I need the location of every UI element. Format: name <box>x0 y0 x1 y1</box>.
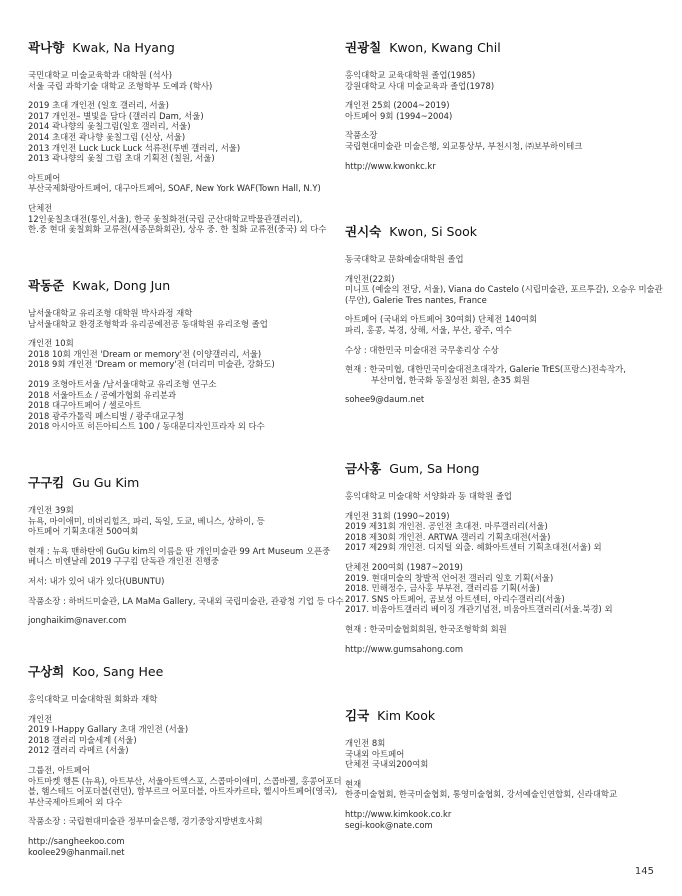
bio-line: 2019 조형아트서울 /남서울대학교 유리조형 연구소 <box>28 378 217 389</box>
bio-line: 작품소장 : 국립현대미술관 정부미술은행, 경기중앙지방변호사회 <box>28 816 263 827</box>
bio-paragraph <box>28 203 328 235</box>
bio-line: 2017 개인전– 별빛을 담다 (갤러리 Dam, 서울) <box>28 110 204 121</box>
artist-name-korean: 곽나향 <box>28 40 65 55</box>
bio-line: 남서울대학교 환경조형학과 유리공예전공 동대학원 유리조형 졸업 <box>28 318 268 329</box>
bio-paragraph <box>28 308 328 329</box>
bio-line: (무안), Galerie Tres nantes, France <box>345 294 487 305</box>
bio-paragraph <box>28 379 328 432</box>
bio-line: 2012 갤러리 라메르 (서울) <box>28 745 129 756</box>
bio-line: 남서울대학교 유리조형 대학원 박사과정 재학 <box>28 308 193 318</box>
entry-gum-sa-hong <box>345 459 655 663</box>
bio-line: 현재 : 한국미술협회회원, 한국조형학회 회원 <box>345 623 507 634</box>
bio-line: 2014 초대전 곽나향 옻칠그림 (신상, 서울) <box>28 131 186 142</box>
bio-paragraph <box>28 836 328 857</box>
bio-paragraph <box>345 809 655 830</box>
artist-name-english: Kim Kook <box>377 708 436 723</box>
bio-line: 개인전 <box>28 713 53 724</box>
bio-paragraph <box>28 694 328 705</box>
artist-name-korean: 구구킴 <box>28 475 65 490</box>
bio-line: 블, 햄스테드 어포더블(런던), 함부르크 어포더블, 아트자카르타, 헬시아트페어(영국), <box>28 786 338 797</box>
artist-name-korean: 김국 <box>345 708 370 723</box>
bio-paragraph <box>345 345 655 356</box>
bio-line: 국내외 아트페어 <box>345 748 405 759</box>
bio-paragraph <box>345 100 655 121</box>
bio-line: 서울 국립 과학기술 대학교 조형학부 도예과 (학사) <box>28 80 213 91</box>
bio-line: 단체전 <box>28 202 53 213</box>
artist-name-english: Gu Gu Kim <box>72 475 140 490</box>
contact-link[interactable]: http://www.kimkook.co.kr <box>345 808 452 819</box>
entry-kwak-na-hyang <box>28 38 328 244</box>
entry-koo-sang-hee <box>28 662 342 866</box>
bio-line: 단체전 국내외200여회 <box>345 759 429 770</box>
bio-line: 베니스 비엔날레 2019 구구킴 단독관 개인전 진행중 <box>28 556 220 567</box>
artist-name-english: Kwak, Na Hyang <box>72 40 175 55</box>
bio-paragraph <box>345 273 663 306</box>
contact-link[interactable]: http://www.kwonkc.kr <box>345 160 436 171</box>
bio-line: 수상 : 대한민국 미술대전 국무총리상 수상 <box>345 344 499 355</box>
bio-paragraph <box>345 314 655 335</box>
bio-paragraph <box>345 130 655 151</box>
bio-line: 부산국제아트페어 외 다수 <box>28 796 123 807</box>
bio-line: 2018 10회 개인전 'Dream or memory'전 (이양갤러리, 서울) <box>28 348 262 359</box>
bio-line: 2017. SNS 아트페어, 곰보성 아트센터, 아리수갤러리(서울) <box>345 593 565 604</box>
bio-paragraph <box>28 505 328 537</box>
bio-paragraph <box>345 364 655 385</box>
contact-link[interactable]: koolee29@hanmail.net <box>28 846 125 857</box>
page-number: 145 <box>634 866 654 877</box>
artist-name <box>345 706 655 724</box>
bio-paragraph <box>28 816 328 827</box>
entry-kwon-si-sook <box>345 222 663 414</box>
bio-paragraph <box>28 615 328 626</box>
bio-line: 개인전 8회 <box>345 738 386 748</box>
bio-line: 2019. 현대미술의 창발적 언어전 갤러리 일호 기획(서울) <box>345 572 554 583</box>
bio-line: 아트페어 (국내외 아트페어 30여회) 단체전 140여회 <box>345 314 538 325</box>
bio-line: 작품소장 : 하버드미술관, LA MaMa Gallery, 국내외 국립미술관, 관광청 기업 등 다수 <box>28 595 344 606</box>
bio-line: 2013 개인전 Luck Luck Luck 석류전(루벤 갤러리, 서울) <box>28 142 241 153</box>
bio-line: 개인전 39회 <box>28 505 74 515</box>
bio-line: 2013 곽나향의 옻칠 그림 초대 기획전 (칠원, 서울) <box>28 153 215 164</box>
artist-name-english: Gum, Sa Hong <box>389 461 480 476</box>
bio-line: 현재 : 뉴욕 맨하탄에 GuGu kim의 이름을 딴 개인미술관 99 Art Museum 오픈중 <box>28 545 331 556</box>
artist-name <box>345 459 655 477</box>
contact-link[interactable]: segi-kook@nate.com <box>345 819 433 830</box>
entry-kwon-kwang-chil <box>345 38 655 180</box>
entry-kwak-dong-jun <box>28 276 328 441</box>
contact-link[interactable]: http://www.gumsahong.com <box>345 643 463 654</box>
contact-link[interactable]: jonghaikim@naver.com <box>28 615 127 626</box>
bio-paragraph <box>345 624 655 635</box>
bio-line: 저서: 내가 있어 내가 있다(UBUNTU) <box>28 575 165 586</box>
bio-line: 홍익대학교 미술대학 서양화과 동 대학원 졸업 <box>345 491 513 501</box>
bio-line: 한중미술협회, 한국미술협회, 통영미술협회, 강서예술인연합회, 신라대학교 <box>345 789 618 800</box>
bio-line: 개인전 25회 (2004~2019) <box>345 100 450 111</box>
artist-name-korean: 권시숙 <box>345 224 382 239</box>
bio-line: 아트마켓 행튼 (뉴욕), 아트부산, 서울아트엑스포, 스콥마이애미, 스콥바젤, 홍콩어포더 <box>28 775 342 786</box>
artist-name-korean: 금사홍 <box>345 461 382 476</box>
bio-line: 2018. 민해정수, 금사홍 부부전, 갤러리름 기획(서울) <box>345 583 540 594</box>
bio-paragraph <box>345 161 655 172</box>
artist-name <box>345 38 655 56</box>
bio-paragraph <box>28 70 328 91</box>
artist-name-english: Kwon, Kwang Chil <box>389 40 501 55</box>
bio-paragraph <box>345 491 655 502</box>
entry-kim-kook <box>345 706 655 839</box>
artist-name <box>28 473 328 491</box>
bio-line: 개인전(22회) <box>345 273 395 284</box>
bio-line: 미니프 (예술의 전당, 서울), Viana do Castelo (시립미술관, 포르투갈), 오승우 미술관 <box>345 284 663 295</box>
bio-line: 2018 서울아트쇼 / 공예가협회 유리분과 <box>28 389 177 400</box>
bio-line: 현재 <box>345 778 362 789</box>
contact-link[interactable]: sohee9@daum.net <box>345 394 425 405</box>
bio-line: 홍익대학교 교육대학원 졸업(1985) <box>345 70 476 80</box>
bio-paragraph <box>28 714 328 756</box>
bio-paragraph <box>345 562 655 615</box>
bio-paragraph <box>345 254 655 265</box>
bio-line: 12인옻칠초대전(통인,서울), 한국 옻칠화전(국립 군산대학교박물관갤러리), <box>28 213 303 224</box>
bio-line: 2018 제30회 개인전. ARTWA 갤러리 기획초대전(서울) <box>345 531 551 542</box>
bio-paragraph <box>345 738 655 770</box>
bio-paragraph <box>28 173 328 194</box>
artist-name-english: Koo, Sang Hee <box>72 664 164 679</box>
bio-line: 2018 광주가톨릭 페스티벌 / 광주대교구청 <box>28 410 185 421</box>
bio-line: 2019 I-Happy Gallary 초대 개인전 (서울) <box>28 724 189 735</box>
entry-gu-gu-kim <box>28 473 344 635</box>
bio-paragraph <box>28 595 344 607</box>
artist-name <box>28 662 328 680</box>
bio-line: 2018 9회 개인전 'Dream or memory'전 (더리미 미술관, 강화도) <box>28 359 275 370</box>
artist-name <box>345 222 655 240</box>
bio-line: 2019 초대 개인전 (일호 갤러리, 서울) <box>28 100 169 111</box>
bio-line: 2017 제29회 개인전. 디지털 외출. 혜화아트센터 기획초대전(서울) 외 <box>345 542 602 553</box>
bio-paragraph <box>345 70 655 91</box>
bio-paragraph <box>28 100 328 164</box>
bio-paragraph <box>345 511 655 553</box>
bio-line: 뉴욕, 마이애미, 비버리힐즈, 파리, 독일, 도쿄, 베니스, 상하이, 등 <box>28 515 265 526</box>
bio-paragraph <box>345 644 655 655</box>
bio-line: 2014 곽나향의 옻칠그림(일호 갤러리, 서울) <box>28 121 191 132</box>
artist-name-korean: 곽동준 <box>28 278 65 293</box>
bio-line: 동국대학교 문화예술대학원 졸업 <box>345 254 464 264</box>
bio-line: 개인전 31회 (1990~2019) <box>345 510 450 521</box>
bio-paragraph <box>28 764 342 807</box>
bio-line: 한.중 현대 옻칠회화 교류전(세종문화회관), 상우 중. 한 칠화 교류전(중국) 외 다수 <box>28 224 327 235</box>
bio-paragraph <box>28 338 328 370</box>
artist-name-korean: 권광칠 <box>345 40 382 55</box>
bio-line: 현재 : 한국미협, 대한민국미술대전초대작가, Galerie TrES(프랑스)전속작가, <box>345 364 626 375</box>
bio-line: 작품소장 <box>345 130 378 141</box>
bio-line: 부산미협, 한국화 동질성전 회원, 춘35 회원 <box>371 374 530 385</box>
bio-line: 2019 제31회 개인전. 공인전 초대전. 마루갤러리(서울) <box>345 521 548 532</box>
artist-name <box>28 38 328 56</box>
bio-line: 단체전 200여회 (1987~2019) <box>345 561 463 572</box>
bio-paragraph <box>28 576 328 587</box>
bio-line: 아트페어 9회 (1994~2004) <box>345 110 453 121</box>
bio-line: 2018 대구아트페어 / 셀로아트 <box>28 400 142 411</box>
bio-paragraph <box>345 394 655 405</box>
bio-line: 아트페어 <box>28 172 61 183</box>
artist-name-english: Kwak, Dong Jun <box>72 278 171 293</box>
bio-line: 홍익대학교 미술대학원 회화과 재학 <box>28 694 158 704</box>
bio-paragraph <box>345 779 655 800</box>
bio-line: 2018 갤러리 미술세계 (서울) <box>28 734 137 745</box>
bio-line: 부산국제화랑아트페어, 대구아트페어, SOAF, New York WAF(Town Hall, N.Y) <box>28 183 321 194</box>
bio-line: 아트페어 기획초대전 500여회 <box>28 526 139 537</box>
bio-line: 파리, 홍콩, 북경, 상해, 서울, 부산, 광주, 여수 <box>345 324 512 335</box>
bio-line: 강원대학교 사대 미술교육과 졸업(1978) <box>345 80 495 91</box>
bio-line: 2018 아시아프 히든아티스트 100 / 동대문디자인프라자 외 다수 <box>28 421 265 432</box>
artist-name-korean: 구상희 <box>28 664 65 679</box>
artist-name <box>28 276 328 294</box>
bio-line: 2017. 비움아트갤러리 베이징 개관기념전, 비움아트갤러리(서울.북경) 외 <box>345 604 613 615</box>
contact-link[interactable]: http://sangheekoo.com <box>28 835 125 846</box>
bio-line: 국민대학교 미술교육학과 대학원 (석사) <box>28 70 172 80</box>
artist-name-english: Kwon, Si Sook <box>389 224 478 239</box>
bio-line: 개인전 10회 <box>28 338 74 349</box>
bio-line: 국립현대미술관 미술은행, 외교통상부, 부천시청, ㈜보부하이테크 <box>345 140 583 151</box>
bio-paragraph <box>28 545 331 567</box>
bio-line: 그룹전, 아트페어 <box>28 764 90 775</box>
